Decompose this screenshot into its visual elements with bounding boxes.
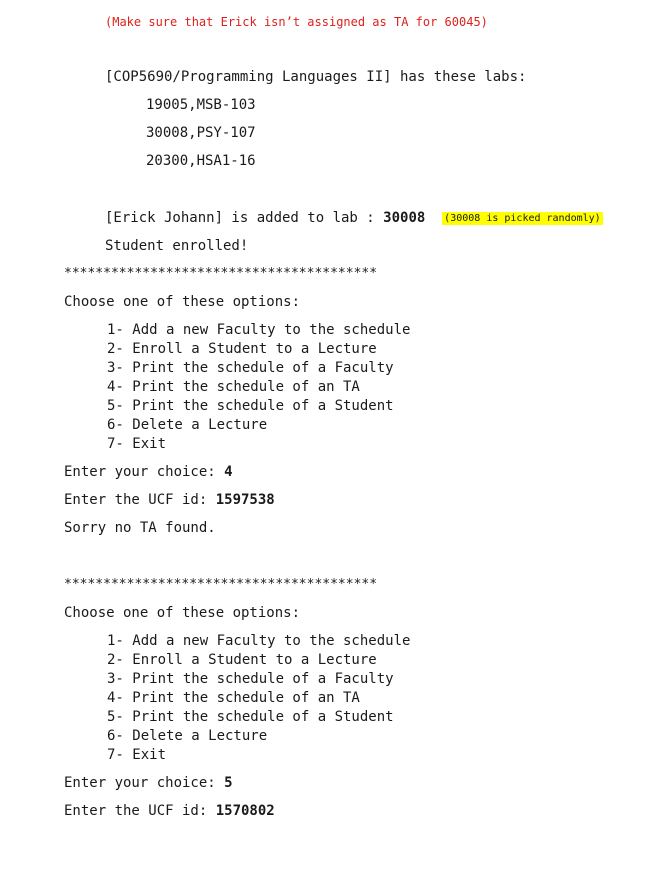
menu-option: 4- Print the schedule of an TA <box>107 379 360 395</box>
menu-option: 4- Print the schedule of an TA <box>107 690 360 706</box>
ucf-prompt: Enter the UCF id: <box>64 803 216 819</box>
menu-option: 7- Exit <box>107 747 167 763</box>
choice-value: 4 <box>224 464 233 480</box>
lab-item: 30008,PSY-107 <box>146 125 256 141</box>
choice-line <box>64 463 233 481</box>
menu-option: 3- Print the schedule of a Faculty <box>107 360 394 376</box>
random-pick-highlight: (30008 is picked randomly) <box>444 213 601 224</box>
menu-option: 5- Print the schedule of a Student <box>107 398 394 414</box>
menu-option: 2- Enroll a Student to a Lecture <box>107 652 377 668</box>
ucf-line <box>64 802 275 820</box>
ucf-value: 1570802 <box>215 803 275 819</box>
menu-title: Choose one of these options: <box>64 605 301 621</box>
added-line <box>105 209 603 229</box>
separator: **************************************** <box>64 577 378 592</box>
course-header: [COP5690/Programming Languages II] has these labs: <box>105 69 527 85</box>
choice-prompt: Enter your choice: <box>64 464 225 480</box>
separator: **************************************** <box>64 266 378 281</box>
ucf-line <box>64 491 275 509</box>
menu-option: 7- Exit <box>107 436 167 452</box>
added-prefix: [Erick Johann] is added to lab : <box>105 210 384 226</box>
menu-option: 2- Enroll a Student to a Lecture <box>107 341 377 357</box>
menu-option: 6- Delete a Lecture <box>107 728 268 744</box>
menu-option: 3- Print the schedule of a Faculty <box>107 671 394 687</box>
menu-option: 6- Delete a Lecture <box>107 417 268 433</box>
choice-line <box>64 774 233 792</box>
lab-item: 20300,HSA1-16 <box>146 153 256 169</box>
lab-item: 19005,MSB-103 <box>146 97 256 113</box>
menu-option: 1- Add a new Faculty to the schedule <box>107 633 411 649</box>
added-lab: 30008 <box>383 210 426 226</box>
choice-prompt: Enter your choice: <box>64 775 225 791</box>
menu-option: 1- Add a new Faculty to the schedule <box>107 322 411 338</box>
menu-option: 5- Print the schedule of a Student <box>107 709 394 725</box>
enrolled-message: Student enrolled! <box>105 238 249 254</box>
menu-title: Choose one of these options: <box>64 294 301 310</box>
ucf-prompt: Enter the UCF id: <box>64 492 216 508</box>
instruction-note: (Make sure that Erick isn’t assigned as TA for 60045) <box>105 15 488 29</box>
ucf-value: 1597538 <box>215 492 275 508</box>
choice-value: 5 <box>224 775 233 791</box>
result-message: Sorry no TA found. <box>64 520 216 536</box>
